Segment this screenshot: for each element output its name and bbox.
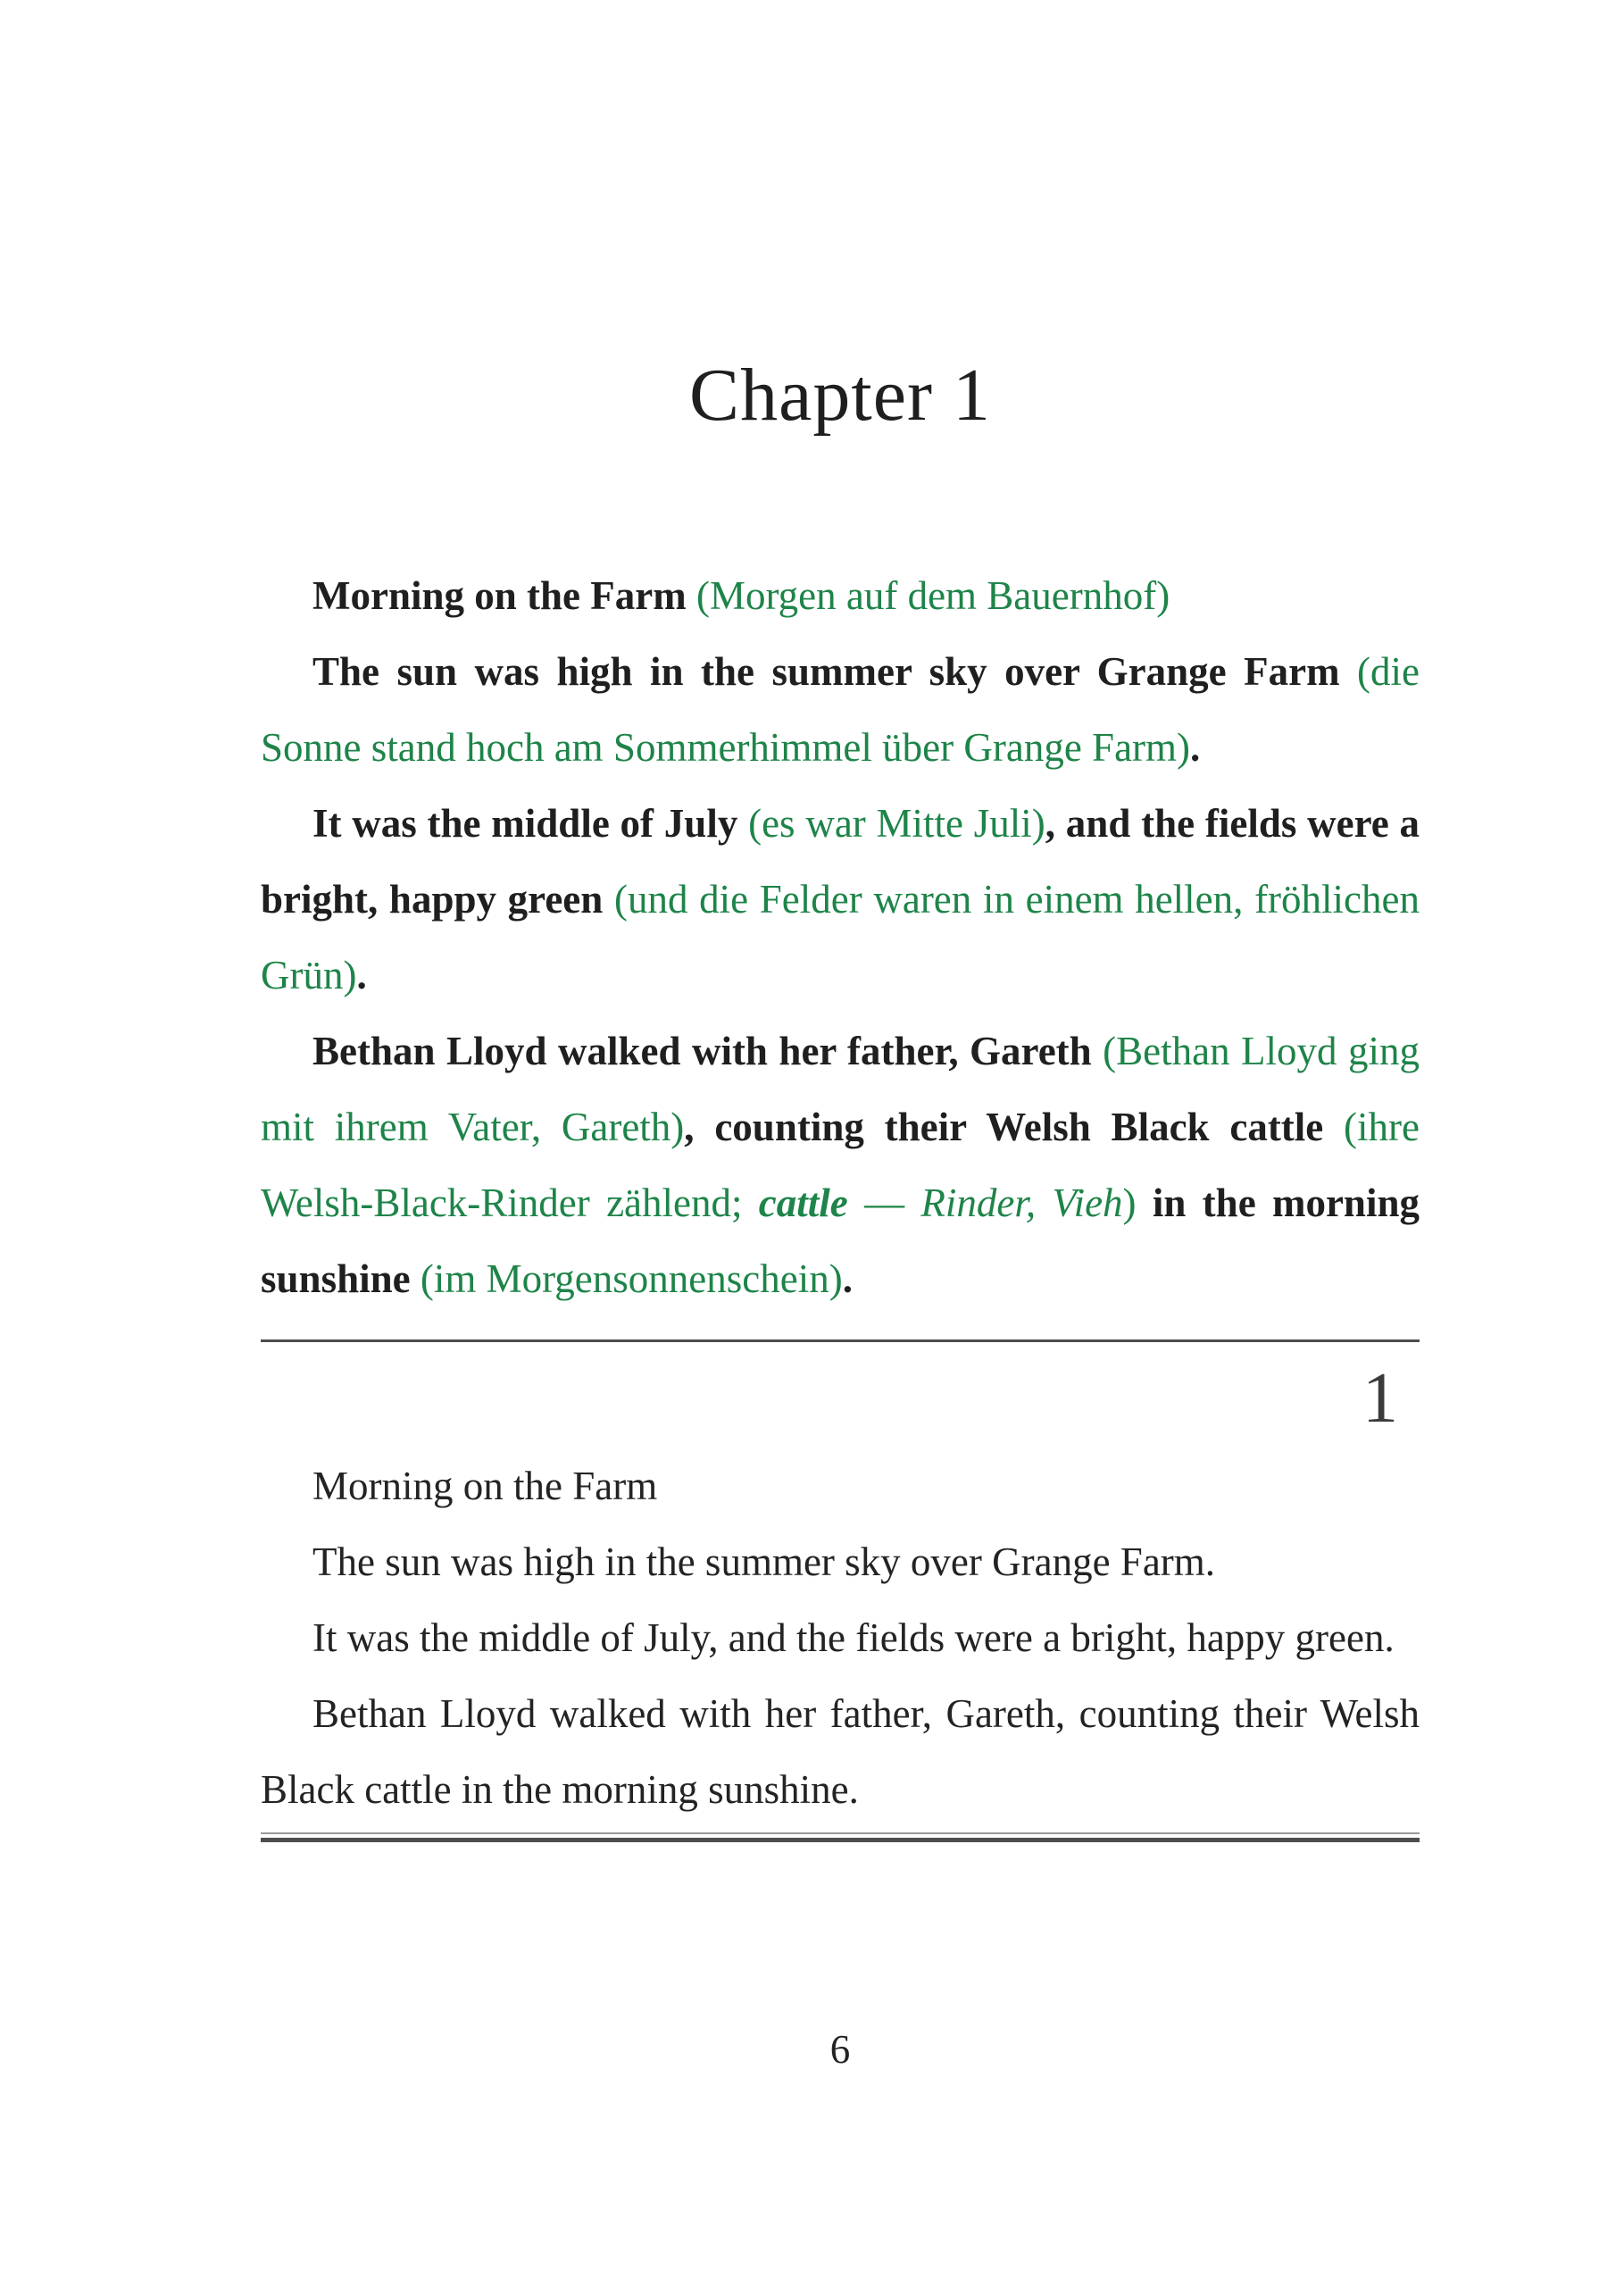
segment-german-green: (Bethan Lloyd ging mit ihrem Vater, Gareth) (261, 1029, 1420, 1149)
bilingual-paragraph (261, 634, 1420, 786)
segment-english-bold: . (356, 953, 367, 997)
segment-english-bold: . (1190, 725, 1201, 770)
segment-english-bold: It was the middle of July (312, 801, 749, 846)
plain-paragraph: It was the middle of July, and the fields were a bright, happy green. (312, 1615, 1395, 1660)
segment-english-bold: The sun was high in the summer sky over Grange Farm (312, 649, 1358, 694)
segment-german-green: (und die Felder waren in einem hellen, fröhlichen Grün) (261, 877, 1420, 997)
segment-german-green: (ihre Welsh-Black-Rinder zählend; (261, 1105, 1420, 1225)
segment-english-bold: , and the fields were a bright, happy green (261, 801, 1420, 922)
segment-english-bold: Morning on the Farm (312, 573, 696, 618)
plain-paragraph: Bethan Lloyd walked with her father, Gareth, counting their Welsh Black cattle in the morning sunshine. (261, 1691, 1420, 1812)
bilingual-paragraph (261, 786, 1420, 1014)
segment-german-green: (Morgen auf dem Bauernhof) (695, 573, 1170, 618)
segment-german-green-italic: Rinder, Vieh (920, 1181, 1123, 1225)
segment-german-green: (im Morgensonnenschein) (420, 1256, 843, 1301)
segment-german-green-bold-italic: cattle (758, 1181, 848, 1225)
chapter-title: Chapter 1 (689, 354, 991, 437)
segment-german-green: (die Sonne stand hoch am Sommerhimmel über Grange Farm) (261, 649, 1420, 770)
page-number: 6 (829, 2027, 851, 2072)
bilingual-paragraph (261, 558, 1420, 634)
bilingual-paragraph (261, 1014, 1420, 1317)
segment-english-bold: Bethan Lloyd walked with her father, Gareth (312, 1029, 1103, 1073)
segment-english-bold: in the morning sunshine (261, 1181, 1420, 1301)
segment-english-bold: , counting their Welsh Black cattle (684, 1105, 1345, 1149)
segment-english-bold: . (842, 1256, 853, 1301)
segment-german-green: ) (1122, 1181, 1137, 1225)
section-divider-rule (261, 1339, 1420, 1342)
bilingual-text-section (261, 558, 1420, 1317)
segment-german-green: (es war Mitte Juli) (748, 801, 1045, 846)
segment-german-green: — (847, 1181, 921, 1225)
plain-text-section (261, 1448, 1420, 1828)
end-of-section-double-rule (261, 1832, 1420, 1842)
plain-paragraph: Morning on the Farm (312, 1464, 658, 1508)
section-number: 1 (1362, 1359, 1398, 1438)
plain-paragraph: The sun was high in the summer sky over Grange Farm. (312, 1540, 1216, 1584)
